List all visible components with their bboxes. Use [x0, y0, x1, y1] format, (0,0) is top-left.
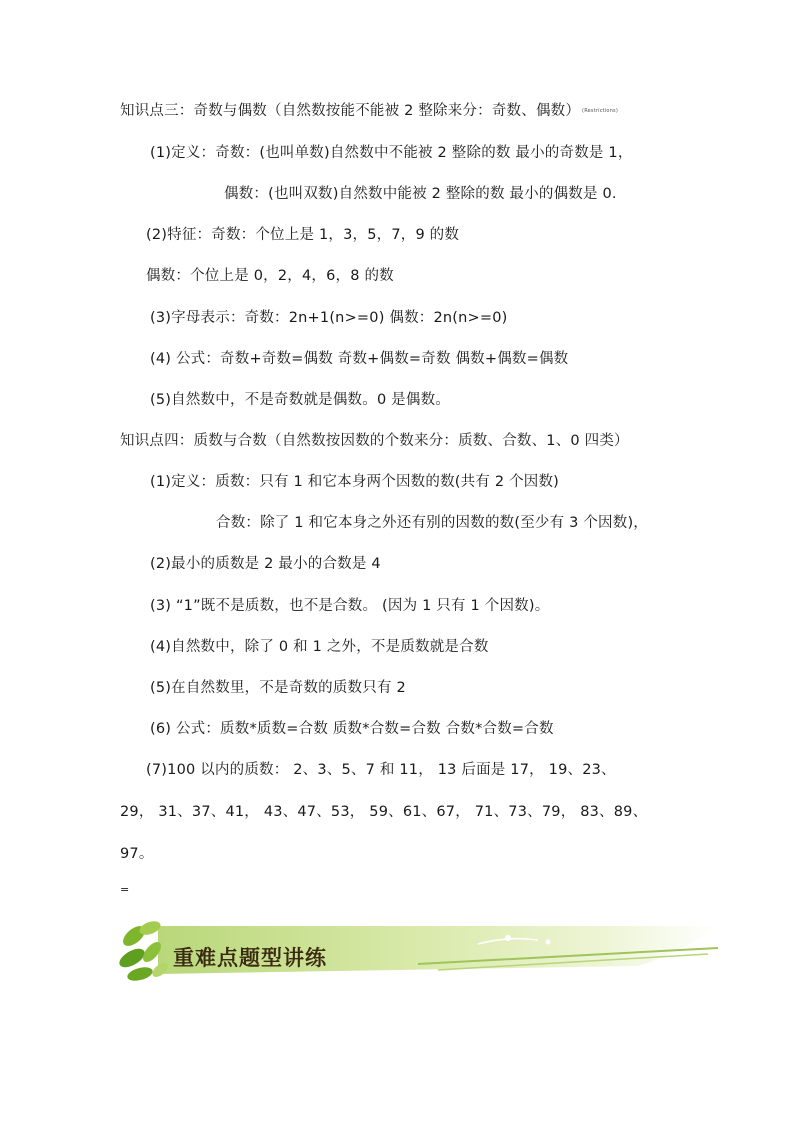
letter-representation: (3)字母表示：奇数：2n+1(n>=0) 偶数：2n(n>=0)	[150, 310, 508, 326]
prime-formula: (6) 公式：质数*质数=合数 质数*合数=合数 合数*合数=合数	[150, 721, 554, 737]
odd-definition: (1)定义：奇数：(也叫单数)自然数中不能被 2 整除的数 最小的奇数是 1，	[150, 145, 633, 161]
parity-formula: (4) 公式：奇数+奇数=偶数 奇数+偶数=奇数 偶数+偶数=偶数	[150, 351, 569, 367]
smallest-numbers: (2)最小的质数是 2 最小的合数是 4	[150, 556, 381, 572]
primes-line-1: (7)100 以内的质数： 2、3、5、7 和 11， 13 后面是 17， 19、23、	[146, 762, 616, 778]
banner-title: 重难点题型讲练	[173, 946, 327, 970]
primes-line-3: 97。	[120, 846, 154, 862]
prime-definition: (1)定义：质数：只有 1 和它本身两个因数的数(共有 2 个因数)	[150, 474, 560, 490]
even-prime-note: (5)在自然数里，不是奇数的质数只有 2	[150, 680, 406, 696]
leaf-icon	[118, 914, 174, 986]
section3-heading	[120, 101, 618, 121]
one-note: (3) “1”既不是质数，也不是合数。 (因为 1 只有 1 个因数)。	[150, 598, 550, 614]
section4-heading: 知识点四：质数与合数（自然数按因数的个数来分：质数、合数、1、0 四类）	[120, 433, 629, 449]
parity-note: (5)自然数中，不是奇数就是偶数。0 是偶数。	[150, 392, 450, 408]
natural-note: (4)自然数中，除了 0 和 1 之外，不是质数就是合数	[150, 639, 489, 655]
primes-line-2: 29， 31、37、41， 43、47、53， 59、61、67， 71、73、79， 83、89、	[120, 804, 648, 820]
even-definition: 偶数：(也叫双数)自然数中能被 2 整除的数 最小的偶数是 0.	[224, 186, 617, 202]
composite-definition: 合数：除了 1 和它本身之外还有别的因数的数(至少有 3 个因数)，	[216, 515, 648, 531]
even-feature: 偶数：个位上是 0，2，4，6，8 的数	[146, 268, 394, 284]
section-banner	[118, 914, 726, 986]
stray-mark: =	[120, 883, 130, 896]
heading-mark: (Restrictions)	[582, 108, 619, 114]
odd-feature: (2)特征：奇数：个位上是 1，3，5，7，9 的数	[146, 227, 460, 243]
section3-heading-text: 知识点三：奇数与偶数（自然数按能不能被 2 整除来分：奇数、偶数）	[120, 103, 581, 119]
